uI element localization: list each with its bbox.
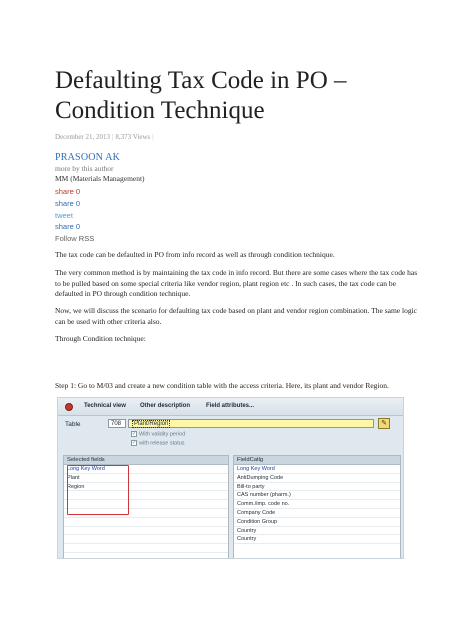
sap-screenshot	[57, 397, 404, 559]
field-attributes-button[interactable]: Field attributes...	[206, 403, 255, 409]
field-catalog-row[interactable]: Bill-to party	[234, 483, 400, 492]
category-label: MM (Materials Management)	[55, 174, 145, 183]
field-catalog-row[interactable]: Long Key Word	[234, 465, 400, 474]
selected-fields-panel	[63, 455, 229, 559]
highlight-box	[67, 465, 129, 515]
author-link[interactable]: PRASOON AK	[55, 152, 121, 163]
follow-link[interactable]: Follow	[55, 234, 77, 243]
share-button-blue-2[interactable]: share 0	[55, 222, 81, 231]
article-meta: December 21, 2013 | 8,373 Views |	[55, 133, 154, 141]
paragraph: Now, we will discuss the scenario for defaulting tax code based on plant and vendor region combination. The same logic can be used with other criteria also.	[55, 306, 417, 326]
follow-row	[55, 234, 94, 243]
share-button-red[interactable]: share 0	[55, 187, 81, 196]
table-code-field[interactable]: 708	[108, 419, 126, 428]
edit-icon[interactable]: ✎	[378, 418, 390, 429]
paragraph: Through Condition technique:	[55, 334, 146, 343]
paragraph: Step 1: Go to M/03 and create a new condition table with the access criteria. Here, its plant and vendor Region.	[55, 381, 389, 390]
other-description-button[interactable]: Other description	[140, 403, 191, 409]
stop-icon	[65, 403, 73, 411]
empty-row	[64, 527, 228, 536]
field-catalog-row[interactable]: Condition Group	[234, 518, 400, 527]
validity-period-checkbox[interactable]	[131, 431, 185, 437]
field-catalog-row[interactable]: Country	[234, 527, 400, 536]
field-catalog-row[interactable]: AntiDumping Code	[234, 474, 400, 483]
paragraph: The very common method is by maintaining the tax code in info record. But there are some cases where the tax code has to be pulled based on some special criteria like vendor region, plant region etc . In such cases, the tax code can be defaulted in PO through condition technique.	[55, 268, 418, 298]
selected-field-row[interactable]: Long Key Word	[64, 465, 228, 474]
field-catalog-row[interactable]: Comm./imp. code no.	[234, 500, 400, 509]
selected-field-row[interactable]: Region	[64, 483, 228, 492]
share-button-blue[interactable]: share 0	[55, 199, 81, 208]
release-status-checkbox[interactable]	[131, 440, 185, 446]
checkbox-label: With validity period	[139, 431, 186, 438]
checkbox-box: ✓	[132, 431, 137, 437]
rss-link[interactable]: RSS	[78, 234, 95, 243]
empty-row	[64, 544, 228, 553]
view-count: 8,373 Views	[115, 133, 151, 141]
technical-view-button[interactable]: Technical view	[84, 403, 126, 409]
field-catalog-row[interactable]: CAS number (pharm.)	[234, 491, 400, 500]
tweet-button[interactable]: tweet	[55, 211, 73, 220]
selected-fields-header: Selected fields	[64, 456, 228, 465]
checkbox-box: ✓	[132, 440, 137, 446]
sap-toolbar	[58, 398, 403, 416]
selected-field-row[interactable]: Plant	[64, 474, 228, 483]
empty-row	[64, 518, 228, 527]
field-catalog-panel	[233, 455, 401, 559]
empty-row	[64, 535, 228, 544]
page-title: Defaulting Tax Code in PO – Condition Technique	[55, 67, 347, 124]
checkbox-label: with release status	[139, 440, 185, 447]
table-description-field[interactable]	[128, 419, 374, 428]
field-catalog-row[interactable]: Country	[234, 535, 400, 544]
field-catalog-header: FieldCatlg	[234, 456, 400, 465]
more-by-author-link[interactable]: more by this author	[55, 164, 114, 173]
table-label: Table	[65, 421, 81, 428]
field-catalog-row[interactable]: Company Code	[234, 509, 400, 518]
date: December 21, 2013	[55, 133, 111, 141]
table-description-text: Plant/Region	[134, 421, 169, 427]
paragraph: The tax code can be defaulted in PO from info record as well as through condition technique.	[55, 250, 335, 259]
